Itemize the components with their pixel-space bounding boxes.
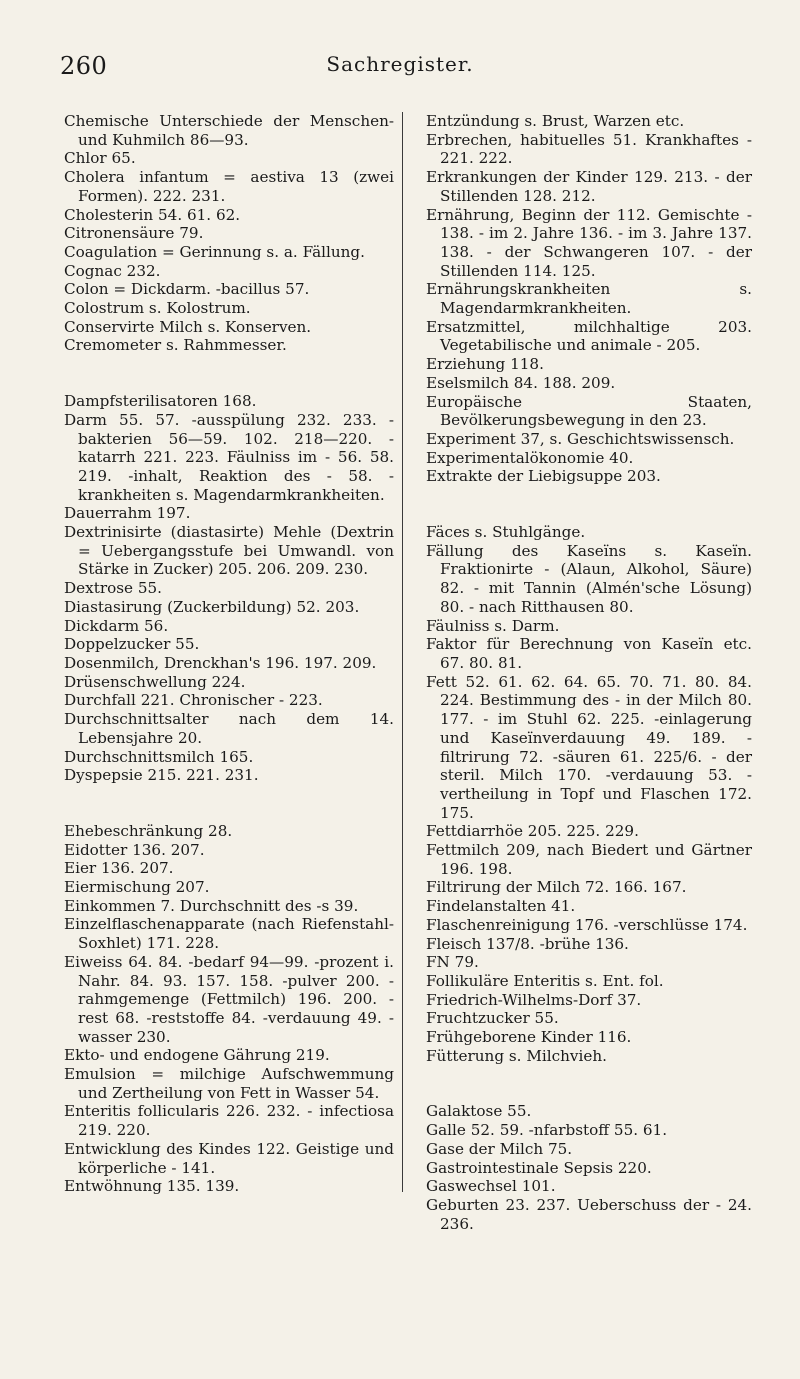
index-entry: Chlor 65. xyxy=(64,149,136,168)
index-entry: Cholesterin 54. 61. 62. xyxy=(64,205,241,224)
index-entry: Durchschnittsalter nach dem 14. Lebensjahre 20. xyxy=(64,710,394,747)
index-entry: FN 79. xyxy=(426,953,479,972)
index-entry: Doppelzucker 55. xyxy=(64,635,200,654)
left-column xyxy=(64,112,394,1233)
index-entry: Coagulation = Gerinnung s. a. Fällung. xyxy=(64,242,365,261)
index-entry: Erziehung 118. xyxy=(426,355,544,374)
index-entry: Dosenmilch, Drenckhan's 196. 197. 209. xyxy=(64,653,377,672)
index-group-e-continued xyxy=(426,112,752,486)
index-entry: Galle 52. 59. -nfarbstoff 55. 61. xyxy=(426,1121,668,1140)
index-entry: Eselsmilch 84. 188. 209. xyxy=(426,373,616,392)
index-entry: Eiweiss 64. 84. -bedarf 94—99. -prozent i. Nahr. 84. 93. 157. 158. -pulver 200. -rahmgemenge (Fettmilch) 196. 200. -rest 68. -reststoffe 84. -verdauung 49. -wasser 230. xyxy=(64,952,394,1046)
index-entry: Follikuläre Enteritis s. Ent. fol. xyxy=(426,971,664,990)
index-entry: Galaktose 55. xyxy=(426,1102,532,1121)
index-entry: Conservirte Milch s. Konserven. xyxy=(64,317,312,336)
index-entry: Extrakte der Liebigsuppe 203. xyxy=(426,467,661,486)
index-entry: Cognac 232. xyxy=(64,261,161,280)
index-entry: Fäulniss s. Darm. xyxy=(426,616,560,635)
index-entry: Faktor für Berechnung von Kaseïn etc. 67. 80. 81. xyxy=(426,635,752,672)
index-entry: Colostrum s. Kolostrum. xyxy=(64,299,251,318)
index-entry: Eiermischung 207. xyxy=(64,878,210,897)
index-entry: Dampfsterilisatoren 168. xyxy=(64,392,257,411)
index-entry: Einzelflaschenapparate (nach Riefenstahl-Soxhlet) 171. 228. xyxy=(64,915,394,953)
index-entry: Findelanstalten 41. xyxy=(426,897,576,916)
index-entry: Dickdarm 56. xyxy=(64,616,169,635)
index-entry: Durchfall 221. Chronischer - 223. xyxy=(64,691,323,710)
index-entry: Citronensäure 79. xyxy=(64,224,204,243)
index-entry: Geburten 23. 237. Ueberschuss der - 24. 236. xyxy=(426,1195,752,1233)
index-entry: Durchschnittsmilch 165. xyxy=(64,747,254,766)
index-entry: Fütterung s. Milchvieh. xyxy=(426,1046,607,1065)
index-entry: Fällung des Kaseïns s. Kaseïn. Fraktionirte - (Alaun, Alkohol, Säure) 82. - mit Tannin (Almén'sche Lösung) 80. - nach Ritthausen 80. xyxy=(426,541,752,616)
index-entry: Erkrankungen der Kinder 129. 213. - der Stillenden 128. 212. xyxy=(426,168,752,205)
index-entry: Cremometer s. Rahmmesser. xyxy=(64,336,287,355)
index-entry: Dyspepsie 215. 221. 231. xyxy=(64,766,259,785)
index-entry: Ekto- und endogene Gährung 219. xyxy=(64,1046,330,1065)
index-entry: Fäces s. Stuhlgänge. xyxy=(426,523,586,542)
index-entry: Chemische Unterschiede der Menschen- und Kuhmilch 86—93. xyxy=(64,112,394,149)
index-entry: Cholera infantum = aestiva 13 (zwei Formen). 222. 231. xyxy=(64,168,394,205)
page-number: 260 xyxy=(60,52,108,80)
index-entry: Gase der Milch 75. xyxy=(426,1139,573,1158)
index-entry: Experimentalökonomie 40. xyxy=(426,448,634,467)
column-divider xyxy=(402,112,403,1192)
index-entry: Entwöhnung 135. 139. xyxy=(64,1177,240,1196)
index-entry: Fettmilch 209, nach Biedert und Gärtner 196. 198. xyxy=(426,841,752,878)
index-entry: Eidotter 136. 207. xyxy=(64,840,205,859)
index-entry: Dextrose 55. xyxy=(64,579,162,598)
index-entry: Dextrinisirte (diastasirte) Mehle (Dextrin = Uebergangsstufe bei Umwandl. von Stärke in Zucker) 205. 206. 209. 230. xyxy=(64,523,394,579)
page-title: Sachregister. xyxy=(326,52,474,76)
index-entry: Ersatzmittel, milchhaltige 203. Vegetabilische und animale - 205. xyxy=(426,317,752,355)
index-entry: Entwicklung des Kindes 122. Geistige und körperliche - 141. xyxy=(64,1139,394,1177)
index-group-e xyxy=(64,822,394,1196)
index-entry: Filtrirung der Milch 72. 166. 167. xyxy=(426,878,687,897)
right-column xyxy=(426,112,752,1270)
index-group-f xyxy=(426,523,752,1065)
index-entry: Ernährung, Beginn der 112. Gemischte - 138. - im 2. Jahre 136. - im 3. Jahre 137. 138. - der Schwangeren 107. - der Stillenden 114. 125. xyxy=(426,205,752,280)
index-entry: Flaschenreinigung 176. -verschlüsse 174. xyxy=(426,915,748,934)
index-entry: Fleisch 137/8. -brühe 136. xyxy=(426,934,629,953)
index-entry: Europäische Staaten, Bevölkerungsbewegung in den 23. xyxy=(426,392,752,430)
index-entry: Enteritis follicularis 226. 232. - infectiosa 219. 220. xyxy=(64,1102,394,1140)
index-entry: Ehebeschränkung 28. xyxy=(64,821,233,840)
index-entry: Dauerrahm 197. xyxy=(64,504,191,523)
index-entry: Fettdiarrhöe 205. 225. 229. xyxy=(426,822,639,841)
index-entry: Frühgeborene Kinder 116. xyxy=(426,1028,632,1047)
index-entry: Fruchtzucker 55. xyxy=(426,1009,559,1028)
index-entry: Entzündung s. Brust, Warzen etc. xyxy=(426,112,685,130)
index-group-d xyxy=(64,392,394,785)
index-entry: Ernährungskrankheiten s. Magendarmkrankheiten. xyxy=(426,280,752,318)
index-entry: Einkommen 7. Durchschnitt des -s 39. xyxy=(64,896,359,915)
index-entry: Experiment 37, s. Geschichtswissensch. xyxy=(426,429,735,448)
index-entry: Friedrich-Wilhelms-Dorf 37. xyxy=(426,990,642,1009)
index-entry: Erbrechen, habituelles 51. Krankhaftes - 221. 222. xyxy=(426,130,752,168)
index-group-g xyxy=(426,1102,752,1233)
index-entry: Fett 52. 61. 62. 64. 65. 70. 71. 80. 84. 224. Bestimmung des - in der Milch 80. 177. - im Stuhl 62. 225. -einlagerung und Kaseïnverdauung 49. 189. -filtrirung 72. -säuren 61. 225/6. - der steril. Milch 170. -verdauung 53. -vertheilung in Topf und Flaschen 172. 175. xyxy=(426,672,752,822)
index-group-c xyxy=(64,112,394,355)
index-entry: Gaswechsel 101. xyxy=(426,1177,556,1196)
index-entry: Drüsenschwellung 224. xyxy=(64,672,246,691)
index-entry: Diastasirung (Zuckerbildung) 52. 203. xyxy=(64,597,360,616)
index-entry: Colon = Dickdarm. -bacillus 57. xyxy=(64,280,310,299)
index-entry: Emulsion = milchige Aufschwemmung und Zertheilung von Fett in Wasser 54. xyxy=(64,1065,394,1102)
index-entry: Gastrointestinale Sepsis 220. xyxy=(426,1158,652,1177)
index-entry: Eier 136. 207. xyxy=(64,859,174,878)
page-header xyxy=(60,52,740,82)
index-entry: Darm 55. 57. -ausspülung 232. 233. -bakterien 56—59. 102. 218—220. -katarrh 221. 223. Fäulniss im - 56. 58. 219. -inhalt, Reaktion des - 58. -krankheiten s. Magendarmkrankheiten. xyxy=(64,410,394,504)
